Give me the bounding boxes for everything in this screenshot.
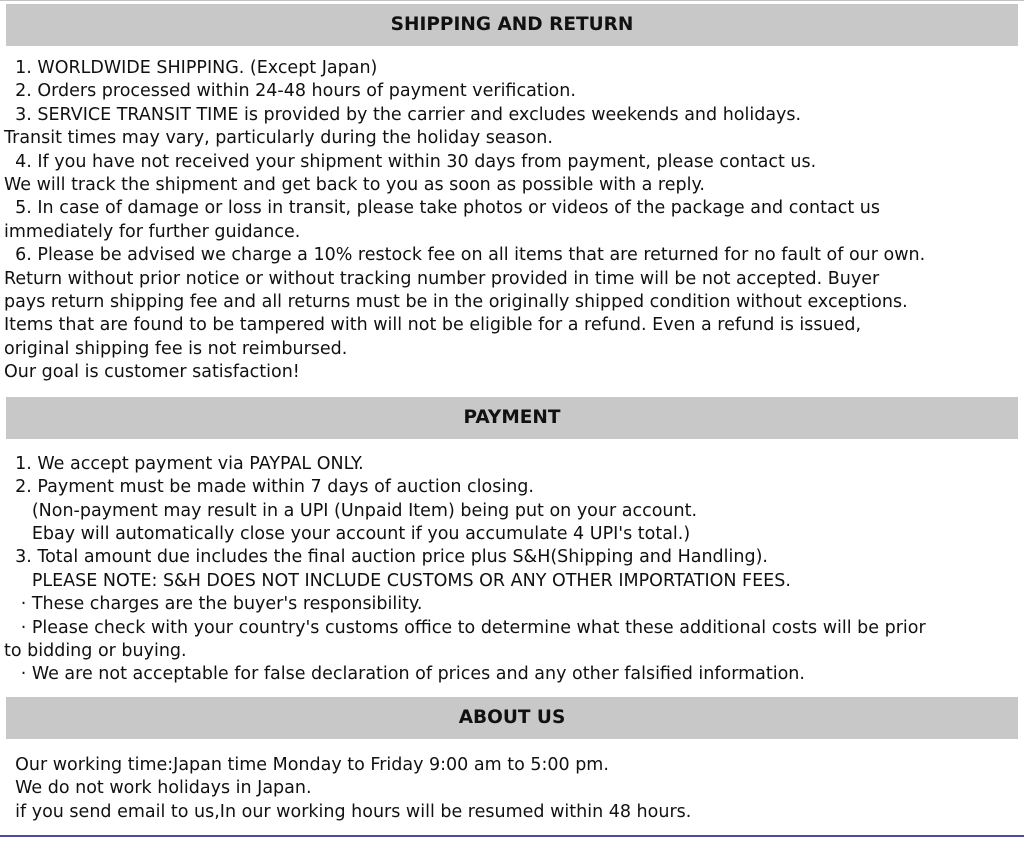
text-line: 4. If you have not received your shipment within 30 days from payment, please contact us. — [4, 151, 817, 172]
text-line: Return without prior notice or without tracking number provided in time will be not accepted. Buyer — [4, 268, 880, 289]
text-line: immediately for further guidance. — [4, 221, 301, 242]
text-line: 1. We accept payment via PAYPAL ONLY. — [4, 453, 364, 474]
text-line: 1. WORLDWIDE SHIPPING. (Except Japan) — [4, 58, 378, 78]
section-payment — [0, 397, 1024, 687]
text-line: · These charges are the buyer's responsibility. — [4, 594, 423, 615]
text-line: original shipping fee is not reimbursed. — [4, 338, 348, 359]
text-line: Transit times may vary, particularly during the holiday season. — [4, 128, 553, 149]
text-line: Our working time:Japan time Monday to Friday 9:00 am to 5:00 pm. — [4, 754, 609, 775]
text-line: Our goal is customer satisfaction! — [4, 362, 300, 383]
text-line: 2. Payment must be made within 7 days of auction closing. — [4, 477, 534, 498]
text-line: Items that are found to be tampered with will not be eligible for a refund. Even a refund is issued, — [4, 315, 862, 336]
text-line: We do not work holidays in Japan. — [4, 778, 312, 799]
top-divider — [0, 0, 1024, 1]
section-shipping-and-return — [0, 4, 1024, 385]
text-line: · We are not acceptable for false declaration of prices and any other falsified information. — [4, 664, 805, 685]
text-line: 3. SERVICE TRANSIT TIME is provided by the carrier and excludes weekends and holidays. — [4, 104, 802, 125]
text-line: 2. Orders processed within 24-48 hours of payment verification. — [4, 81, 576, 102]
text-line: We will track the shipment and get back to you as soon as possible with a reply. — [4, 175, 705, 196]
section-about-us — [0, 697, 1024, 824]
bottom-divider — [0, 835, 1024, 837]
section-title-payment: PAYMENT — [6, 397, 1018, 439]
text-line: to bidding or buying. — [4, 640, 187, 661]
text-line: if you send email to us,In our working hours will be resumed within 48 hours. — [4, 801, 692, 822]
text-line: PLEASE NOTE: S&H DOES NOT INCLUDE CUSTOMS OR ANY OTHER IMPORTATION FEES. — [4, 570, 791, 591]
text-line: 3. Total amount due includes the final auction price plus S&H(Shipping and Handling). — [4, 547, 768, 568]
section-title-shipping-and-return: SHIPPING AND RETURN — [6, 4, 1018, 46]
text-line: 5. In case of damage or loss in transit, please take photos or videos of the package and contact us — [4, 198, 880, 219]
text-line: · Please check with your country's customs office to determine what these additional costs will be prior — [4, 617, 926, 638]
section-body-about-us — [0, 754, 1024, 824]
text-line: Ebay will automatically close your account if you accumulate 4 UPI's total.) — [4, 523, 691, 544]
text-line: pays return shipping fee and all returns must be in the originally shipped condition without exceptions. — [4, 292, 908, 313]
section-title-about-us: ABOUT US — [6, 697, 1018, 739]
section-body-payment — [0, 453, 1024, 687]
section-body-shipping-and-return — [0, 57, 1024, 385]
text-line: (Non-payment may result in a UPI (Unpaid Item) being put on your account. — [4, 500, 698, 521]
text-line: 6. Please be advised we charge a 10% restock fee on all items that are returned for no fault of our own. — [4, 245, 926, 266]
